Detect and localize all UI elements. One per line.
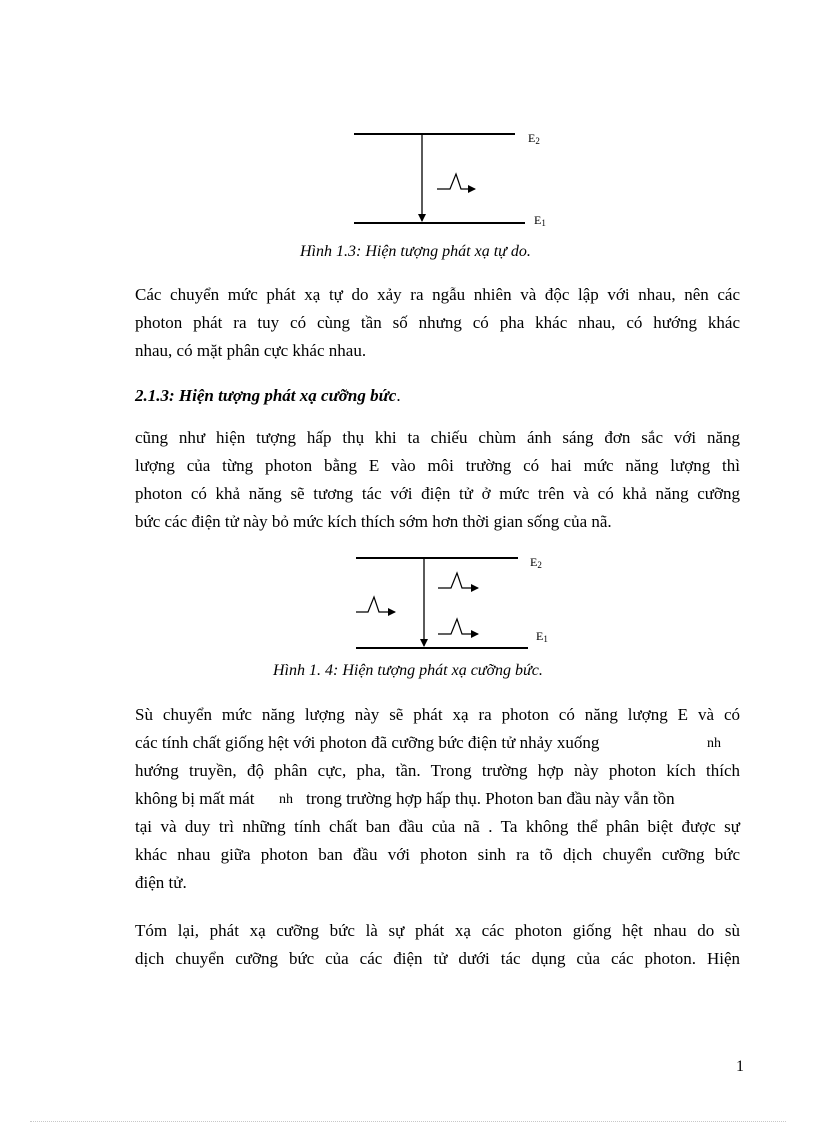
label-e1: E1 xyxy=(536,629,548,644)
text-line: Sù chuyển mức năng lượng này sẽ phát xạ ra photon có năng lượng E và có xyxy=(135,705,740,724)
text-line: tại và duy trì những tính chất ban đầu của nã . Ta không thể phân biệt được sự xyxy=(135,817,740,836)
stray-fragment: nh xyxy=(707,736,721,751)
text-line: hướng truyền, độ phân cực, pha, tần. Trong trường hợp này photon kích thích xyxy=(135,761,740,780)
text-line: cũng như hiện tượng hấp thụ khi ta chiếu chùm ánh sáng đơn sắc với năng xyxy=(135,428,740,447)
section-title: 2.1.3: Hiện tượng phát xạ cưỡng bức xyxy=(135,386,397,405)
photon-icon xyxy=(437,174,475,189)
label-e2: E2 xyxy=(528,131,540,146)
paragraph-stimulated-properties xyxy=(135,701,740,897)
label-e1: E1 xyxy=(534,213,546,228)
text-line: nhau, có mặt phân cực khác nhau. xyxy=(135,341,367,360)
page-bottom-divider xyxy=(30,1121,786,1122)
text-line-compound xyxy=(135,785,740,813)
incident-photon-icon xyxy=(356,597,395,612)
text-line: bức các điện tử này bỏ mức kích thích sớm hơn thời gian sống của nã. xyxy=(135,512,612,531)
text-line: lượng của từng photon bằng E vào môi trường có hai mức năng lượng thì xyxy=(135,456,740,475)
figure-1-3-caption: Hình 1.3: Hiện tượng phát xạ tự do. xyxy=(300,243,531,260)
text-line: điện tử. xyxy=(135,873,187,892)
stimulating-photon-icon xyxy=(438,619,478,634)
page-number: 1 xyxy=(736,1058,744,1075)
paragraph-summary xyxy=(135,917,740,973)
stray-fragment: nh xyxy=(279,792,293,807)
text-segment: không bị mất mát xyxy=(135,789,255,808)
section-title-tail: . xyxy=(396,386,401,405)
figure-1-3-levels xyxy=(354,134,525,223)
text-line: photon có khả năng sẽ tương tác với điện tử ở mức trên và có khả năng cưỡng xyxy=(135,484,740,503)
text-line: Tóm lại, phát xạ cưỡng bức là sự phát xạ các photon giống hệt nhau do sù xyxy=(135,921,740,940)
text-line: khác nhau giữa photon ban đầu với photon sinh ra tõ dịch chuyển cưỡng bức xyxy=(135,845,740,864)
text-line: các tính chất giống hệt với photon đã cưỡng bức điện tử nhảy xuống xyxy=(135,733,600,752)
emitted-photon-icon xyxy=(438,573,478,588)
figure-1-4-caption: Hình 1. 4: Hiện tượng phát xạ cưỡng bức. xyxy=(273,662,543,679)
text-line: Các chuyển mức phát xạ tự do xảy ra ngẫu nhiên và độc lập với nhau, nên các xyxy=(135,285,740,304)
text-line: dịch chuyển cưỡng bức của các điện tử dưới tác dụng của các photon. Hiện xyxy=(135,949,740,968)
paragraph-stimulated-intro xyxy=(135,424,740,536)
paragraph-spontaneous-emission xyxy=(135,281,740,365)
section-heading xyxy=(135,386,401,406)
text-segment: trong trường hợp hấp thụ. Photon ban đầu này vẫn tồn xyxy=(306,789,675,808)
label-e2: E2 xyxy=(530,555,542,570)
figure-1-4-levels xyxy=(356,558,528,648)
text-line: photon phát ra tuy có cùng tần số nhưng có pha khác nhau, có hướng khác xyxy=(135,313,740,332)
